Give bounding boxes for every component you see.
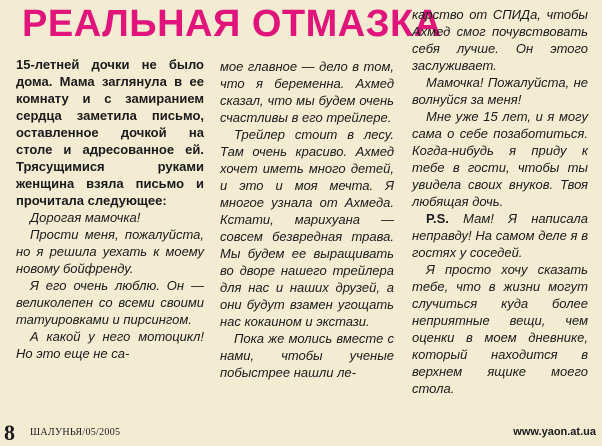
letter-paragraph: Я его очень люблю. Он — великолепен со всеми своими татуировками и пирсингом. — [16, 278, 204, 327]
letter-greeting: Дорогая мамочка! — [30, 210, 141, 225]
letter-paragraph: карство от СПИДа, чтобы Ахмед смог почувствовать себя лучше. Он этого заслуживает. — [412, 7, 588, 73]
letter-paragraph: Мне уже 15 лет, и я могу сама о себе позаботиться. Когда-нибудь я приду к тебе в гости, чтобы ты увидела своих внуков. Твоя любящая дочь. — [412, 109, 588, 209]
letter-paragraph: Я просто хочу сказать тебе, что в жизни могут случиться куда более неприятные вещи, чем оценки в моем дневнике, который находится в верхнем ящике моего стола. — [412, 262, 588, 396]
letter-paragraph: Мамочка! Пожалуйста, не волнуйся за меня! — [412, 75, 588, 107]
article-title: РЕАЛЬНАЯ ОТМАЗКА — [22, 3, 442, 45]
postscript — [412, 210, 588, 261]
letter-paragraph: Прости меня, пожалуйста, но я решила уехать к моему новому бойфренду. — [16, 227, 204, 276]
letter-paragraph: мое главное — дело в том, что я беременна. Ахмед сказал, что мы будем очень счастливы в его трейлере. — [220, 59, 394, 125]
letter-paragraph: А какой у него мотоцикл! Но это еще не са- — [16, 329, 204, 361]
letter-paragraph: Пока же молись вместе с нами, чтобы ученые побыстрее нашли ле- — [220, 331, 394, 380]
postscript-label: P.S. — [426, 211, 449, 226]
page-footer — [0, 420, 602, 445]
magazine-name: ШАЛУНЬЯ/05/2005 — [30, 427, 121, 438]
article-column-3 — [412, 6, 588, 397]
page-number: 8 — [4, 420, 15, 445]
letter-paragraph: Трейлер стоит в лесу. Там очень красиво. Ахмед хочет иметь много детей, и это и моя мечта. Я многое узнала от Ахмеда. Кстати, марихуана — совсем безвредная трава. Мы будем ее выращивать во дворе нашего трейлера для нас и наших друзей, а они будут взамен угощать нас кокаином и экстази. — [220, 127, 394, 329]
article-column-2 — [220, 58, 394, 381]
article-column-1 — [16, 56, 204, 362]
article-lead: 15-летней дочки не было дома. Мама заглянула в ее комнату и с замиранием сердца заметила письмо, оставленное дочкой на столе и адресованное ей. Трясущимися руками женщина взяла письмо и прочитала следующее: — [16, 57, 204, 208]
website-watermark: www.yaon.at.ua — [513, 426, 596, 438]
postscript-text: Мам! Я написала неправду! На самом деле я в гостях у соседей. — [412, 211, 588, 260]
